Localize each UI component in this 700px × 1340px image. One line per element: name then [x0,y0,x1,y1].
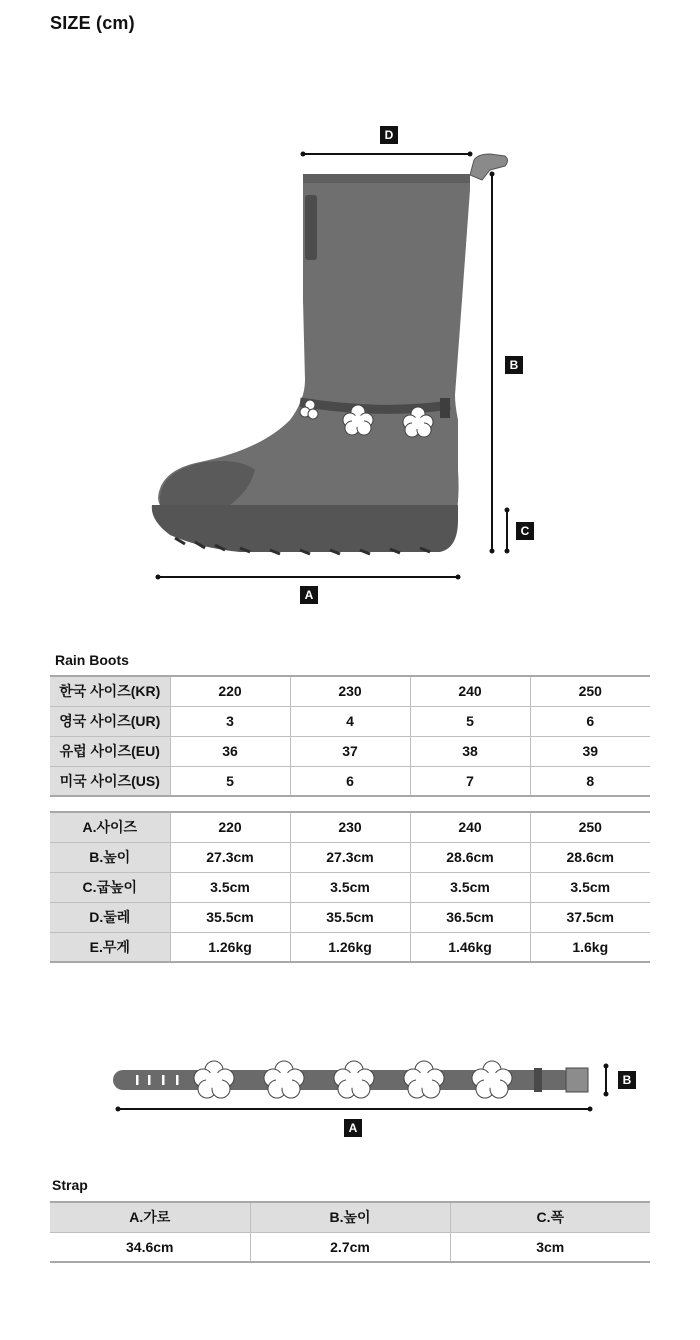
cell: 4 [290,706,410,736]
row-label: B.높이 [50,842,170,872]
cell: 38 [410,736,530,766]
strap-header-width: A.가로 [50,1202,250,1232]
cell: 6 [530,706,650,736]
cell: 5 [410,706,530,736]
table-row [50,812,650,842]
cell: 28.6cm [530,842,650,872]
strap-value-thickness: 3cm [450,1232,650,1262]
strap-header-height: B.높이 [250,1202,450,1232]
cell: 240 [410,812,530,842]
cell: 35.5cm [290,902,410,932]
rain-boots-label: Rain Boots [55,652,129,668]
strap-label: Strap [52,1177,88,1193]
label-d: D [380,126,398,144]
row-label: 미국 사이즈(US) [50,766,170,796]
cell: 6 [290,766,410,796]
row-label: D.둘레 [50,902,170,932]
cell: 250 [530,676,650,706]
cell: 5 [170,766,290,796]
table-row [50,932,650,962]
cell: 240 [410,676,530,706]
cell: 1.46kg [410,932,530,962]
row-label: E.무게 [50,932,170,962]
cell: 37 [290,736,410,766]
strap-flower-3 [334,1061,374,1098]
row-label: 영국 사이즈(UR) [50,706,170,736]
cell: 230 [290,812,410,842]
table-row [50,1202,650,1232]
strap-header-thickness: C.폭 [450,1202,650,1232]
table-row [50,842,650,872]
strap-flower-5 [472,1061,512,1098]
cell: 36 [170,736,290,766]
row-label: A.사이즈 [50,812,170,842]
table-row [50,706,650,736]
measurement-table [50,811,650,963]
row-label: C.굽높이 [50,872,170,902]
cell: 7 [410,766,530,796]
cell: 37.5cm [530,902,650,932]
cell: 1.6kg [530,932,650,962]
label-c: C [516,522,534,540]
label-a: A [300,586,318,604]
strap-label-a: A [344,1119,362,1137]
cell: 39 [530,736,650,766]
cell: 3.5cm [530,872,650,902]
table-row [50,872,650,902]
cell: 220 [170,812,290,842]
cell: 3.5cm [170,872,290,902]
strap-flower-2 [264,1061,304,1098]
table-row [50,766,650,796]
strap-value-width: 34.6cm [50,1232,250,1262]
label-b: B [505,356,523,374]
row-label: 유럽 사이즈(EU) [50,736,170,766]
cell: 220 [170,676,290,706]
boot-illustration [0,0,700,620]
table-row [50,902,650,932]
cell: 27.3cm [170,842,290,872]
table-row [50,736,650,766]
boot-diagram [0,0,700,620]
conversion-table [50,675,650,797]
cell: 3 [170,706,290,736]
strap-flower-1 [194,1061,234,1098]
cell: 3.5cm [410,872,530,902]
cell: 36.5cm [410,902,530,932]
cell: 1.26kg [290,932,410,962]
cell: 28.6cm [410,842,530,872]
strap-label-b: B [618,1071,636,1089]
page-title: SIZE (cm) [50,13,135,33]
cell: 230 [290,676,410,706]
table-row [50,1232,650,1262]
table-row [50,676,650,706]
strap-flower-4 [404,1061,444,1098]
cell: 27.3cm [290,842,410,872]
cell: 250 [530,812,650,842]
cell: 3.5cm [290,872,410,902]
strap-table [50,1201,650,1263]
strap-value-height: 2.7cm [250,1232,450,1262]
strap-diagram [0,1040,700,1150]
cell: 8 [530,766,650,796]
cell: 1.26kg [170,932,290,962]
row-label: 한국 사이즈(KR) [50,676,170,706]
cell: 35.5cm [170,902,290,932]
